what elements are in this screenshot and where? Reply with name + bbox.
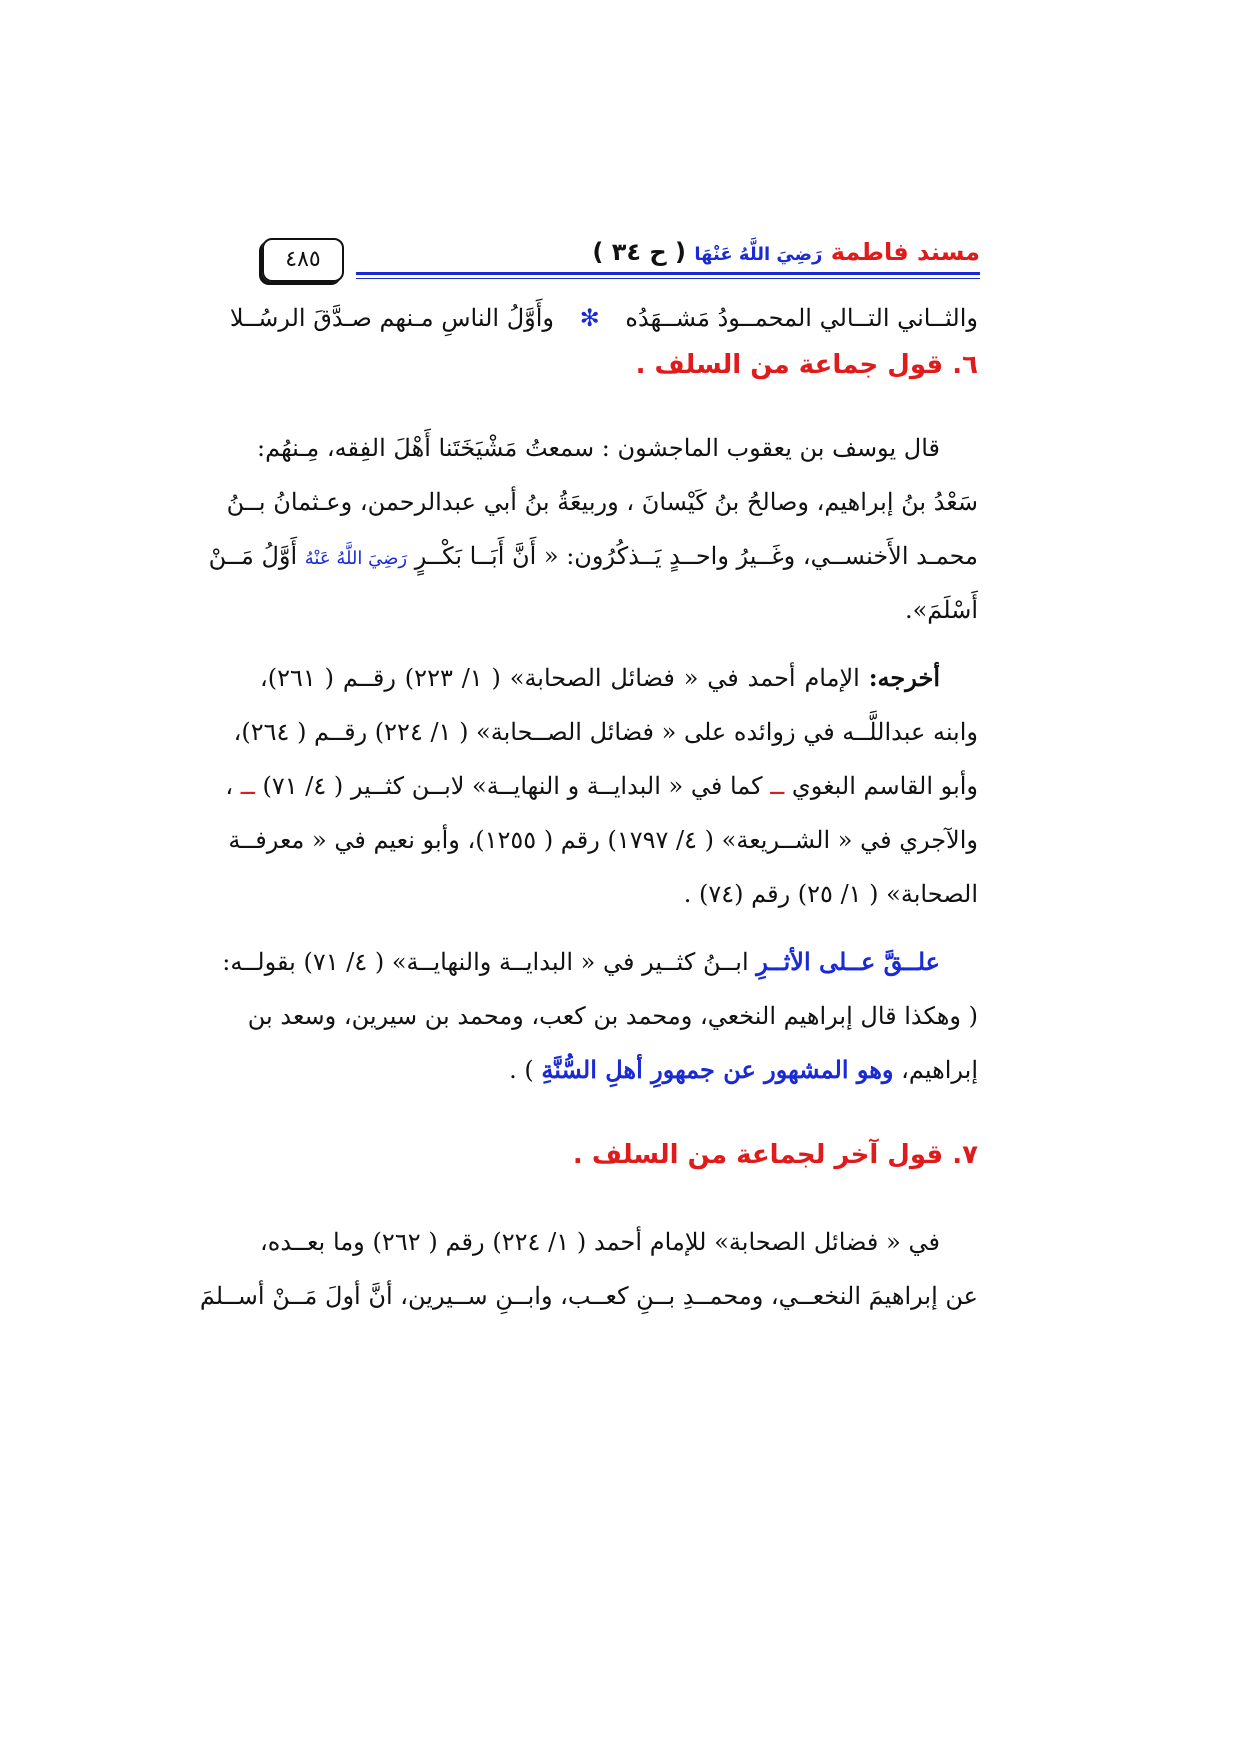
verse-first-half: والثــاني التــالي المحمــودُ مَشــهَدُه: [625, 304, 978, 332]
commentary-label: علــقَّ عــلى الأثــرِ: [756, 947, 940, 976]
hadith-reference: ( ح ٣٤ ): [592, 238, 687, 266]
p3-line-2: ( وهكذا قال إبراهيم النخعي، ومحمد بن كعب، ومحمد بن سيرين، وسعد بن: [247, 1002, 978, 1030]
header-rule-thin: [356, 278, 980, 279]
poem-verse: [229, 298, 978, 338]
p4-line-2: عن إبراهيمَ النخعــي، ومحمــدِ بــنِ كعــب، وابــنِ ســيرين، أنَّ أولَ مَــنْ أســلمَ: [199, 1282, 978, 1310]
verse-separator-icon: ✻: [579, 304, 600, 332]
p1-line-4: أَسْلَمَ».: [904, 596, 978, 624]
section-7-heading: ٧. قول آخر لجماعة من السلف .: [572, 1140, 978, 1170]
page-header: [262, 238, 980, 282]
page-number: ٤٨٥: [285, 247, 321, 272]
dash-close: ــ: [240, 772, 255, 800]
section-6-heading: ٦. قول جماعة من السلف .: [635, 350, 978, 380]
book-title: مسند فاطمة: [830, 238, 980, 266]
verse-second-half: وأَوَّلُ الناسِ مـنهم صـدَّقَ الرسُــلا: [229, 304, 554, 332]
p2-line-1: أخرجه: الإمام أحمد في « فضائل الصحابة» ( ١/ ٢٢٣) رقــم ( ٢٦١)،: [260, 663, 940, 692]
p2-line-2: وابنه عبداللَّــه في زوائده على « فضائل الصــحابة» ( ١/ ٢٢٤) رقــم ( ٢٦٤)،: [233, 718, 978, 746]
highlighted-phrase: وهو المشهور عن جمهورِ أهلِ السُّنَّةِ: [541, 1055, 894, 1084]
dash-open: ــ: [770, 772, 785, 800]
page-number-box: [262, 238, 344, 282]
p1-line-2: سَعْدُ بنُ إبراهيم، وصالحُ بنُ كَيْسانَ ، وربيعَةُ بنُ أبي عبدالرحمن، وعـثمانُ بــنُ: [226, 488, 978, 516]
p2-line-5: الصحابة» ( ١/ ٢٥) رقم (٧٤) .: [683, 880, 978, 908]
p4-line-1: في « فضائل الصحابة» للإمام أحمد ( ١/ ٢٢٤) رقم ( ٢٦٢) وما بعــده،: [260, 1228, 941, 1256]
honorific-glyph: رَضِيَ اللَّهُ عَنْهَا: [694, 244, 823, 265]
p2-line-3: وأبو القاسم البغوي ــ كما في « البدايــة و النهايــة» لابــن كثــير ( ٤/ ٧١) ــ ،: [225, 772, 978, 800]
running-title: [592, 238, 980, 266]
p2-line-4: والآجري في « الشــريعة» ( ٤/ ١٧٩٧) رقم ( ١٢٥٥)، وأبو نعيم في « معرفــة: [228, 826, 978, 854]
header-rule: [356, 272, 980, 275]
p1-line-3: محمـد الأَخنســي، وغَــيرُ واحــدٍ يَــذكُرُون: « أَنَّ أَبَــا بَكْــرٍ رَضِيَ اللَّهُ عَنْهُ أَوَّلُ مَــنْ: [208, 542, 978, 570]
honorific-glyph: رَضِيَ اللَّهُ عَنْهُ: [304, 548, 408, 569]
takhrij-label: أخرجه:: [868, 663, 940, 692]
p3-line-1: علــقَّ عــلى الأثــرِ ابــنُ كثــير في « البدايــة والنهايــة» ( ٤/ ٧١) بقولــه:: [222, 947, 940, 976]
p1-line-1: قال يوسف بن يعقوب الماجشون : سمعتُ مَشْيَخَتَنا أَهْلَ الفِقه، مِـنهُم:: [257, 434, 940, 462]
p3-line-3: إبراهيم، وهو المشهور عن جمهورِ أهلِ السُّنَّةِ ) .: [509, 1055, 978, 1084]
